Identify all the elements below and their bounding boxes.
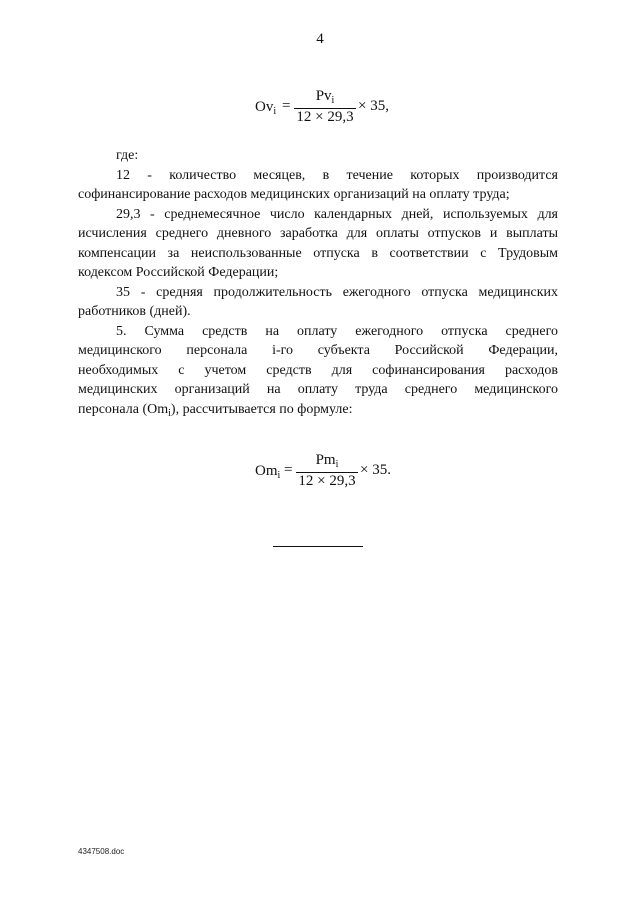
definition-293-line3: компенсации за неиспользованные отпуска в соответствии с Трудовым [78, 245, 558, 261]
end-divider [273, 546, 363, 547]
formula-om [255, 452, 395, 492]
formula-om-denominator: 12 × 29,3 [298, 473, 356, 489]
formula-ov-fraction [294, 88, 356, 128]
formula-om-fraction [296, 452, 358, 492]
definition-293-line4: кодексом Российской Федерации; [78, 265, 279, 280]
definition-12-line2: софинансирование расходов медицинских организаций на оплату труда; [78, 187, 510, 202]
body-text [78, 146, 558, 423]
formula-om-multiplier: × 35. [360, 462, 391, 478]
item-5-line2: медицинского персонала i-го субъекта Российской Федерации, [78, 343, 558, 358]
where-label: где: [116, 148, 139, 163]
formula-ov-multiplier: × 35, [358, 98, 389, 114]
formula-om-lhs: $Om_i$ [255, 463, 281, 481]
formula-ov-equals: = [282, 98, 291, 114]
page-number: 4 [316, 31, 324, 47]
item-5-line1: 5. Сумма средств на оплату ежегодного отпуска среднего [116, 323, 558, 339]
formula-ov-denominator: 12 × 29,3 [296, 109, 354, 125]
item-5-line3: необходимых с учетом средств для софинансирования расходов [78, 362, 558, 378]
document-file-code: 4347508.doc [78, 847, 125, 856]
item-5-line5: персонала $(Om_i)$, рассчитывается по формуле: [78, 401, 353, 419]
formula-ov-numerator: $Pv_i$ [315, 88, 335, 106]
formula-om-equals: = [284, 462, 293, 478]
definition-293-line2: исчисления среднего дневного заработка для оплаты отпусков и выплаты [78, 226, 558, 241]
definition-35-line1: 35 - средняя продолжительность ежегодного отпуска медицинских [116, 284, 558, 300]
definition-293-line1: 29,3 - среднемесячное число календарных дней, используемых для [116, 206, 558, 222]
formula-ov-lhs: $Ov_i$ [255, 99, 277, 117]
item-5-line4: медицинских организаций на оплату труда среднего медицинского [78, 382, 558, 397]
formula-ov [255, 88, 395, 128]
formula-om-numerator: $Pm_i$ [315, 452, 339, 470]
definition-12-line1: 12 - количество месяцев, в течение которых производится [116, 167, 558, 183]
definition-35-line2: работников (дней). [78, 304, 191, 319]
